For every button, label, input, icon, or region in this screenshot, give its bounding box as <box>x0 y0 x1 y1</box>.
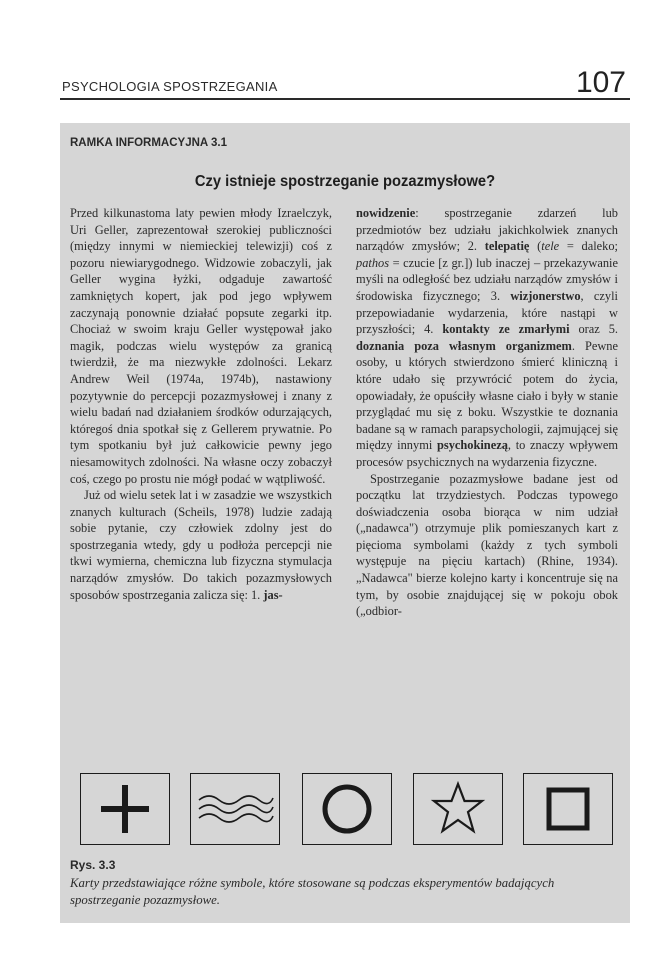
card-square <box>523 773 613 845</box>
card-star <box>413 773 503 845</box>
zener-cards <box>80 773 610 845</box>
circle-icon <box>317 779 377 839</box>
term-clairvoyance-end: nowidzenie <box>356 206 416 220</box>
text-run: . Pewne osoby, u których stwierdzono śmierć kliniczną i które udało się przywrócić potem do życia, opowiadały, że opuściły własne ciało i były w stanie przyglądać mu się z boku. Wszystkie te doznania badane są w ramach parapsychologii, zajmującej się między innymi <box>356 338 619 453</box>
term-contact-with-dead: kontakty ze zmarłymi <box>442 322 570 337</box>
plus-icon <box>95 779 155 839</box>
left-column <box>70 205 332 603</box>
right-paragraph-1 <box>356 205 618 471</box>
text-run: = daleko; <box>559 239 618 254</box>
text-run: , to znaczy wpływem procesów psychicznych na wydarzenia fizyczne. <box>356 438 618 469</box>
waves-icon <box>195 784 275 834</box>
left-paragraph-2 <box>70 487 332 603</box>
card-circle <box>302 773 392 845</box>
info-box <box>60 123 630 923</box>
left-paragraph-2-text: Już od wielu setek lat i w zasadzie we wszystkich znanych kulturach (Scheils, 1978) ludzie zadają sobie pytanie, czy człowiek zdolny jest do spostrzegania wtedy, gdy u podłoża percepcji nie tkwi wymierna, chemiczna lub fizyczna stymulacja narządów zmysłów. Do takich pozazmysłowych sposobów spostrzegania zalicza się: 1. <box>70 488 332 602</box>
left-paragraph-1: Przed kilkunastoma laty pewien młody Izraelczyk, Uri Geller, zaprezentował szerokiej publiczności (między innymi w niemieckiej telewizji) coś z pozoru niewiarygodnego. Widzowie zobaczyli, jak Geller wygina łyżki, odgaduje zawartość zamkniętych kopert, jak pod jego wpływem zaczynają ponownie działać popsute zegarki itp. Chociaż w swoim kraju Geller występował jako magik, podczas wielu występów za granicą twierdził, że ma niezwykłe zdolności. Lekarz Andrew Weil (1974a, 1974b), nastawiony pozytywnie do percepcji pozazmysłowej i znany z wielu badań nad działaniem środków odurzających, któregoś dnia spotkał się z Gellerem prywatnie. Po tym spotkaniu był już całkowicie pewny jego niesamowitych zdolności. Na własne oczy zobaczył coś, czego po prostu nie mógł podać w wątpliwość. <box>70 206 332 486</box>
right-paragraph-2: Spostrzeganie pozazmysłowe badane jest od początku lat trzydziestych. Podczas typowego doświadczenia osoba biorąca w nim udział („nadawca") otrzymuje plik pomieszanych kart z pięcioma symbolami (każdy z tych symboli występuje na pięciu kartach) (Rhine, 1934). „Nadawca" bierze kolejno karty i koncentruje się na tym, by osobie znajdującej się w pokoju obok („odbior- <box>356 471 618 619</box>
term-out-of-body: doznania poza własnym organizmem <box>356 338 572 353</box>
text-run: ( <box>529 239 542 254</box>
box-label: RAMKA INFORMACYJNA 3.1 <box>70 137 227 149</box>
term-precognition: wizjonerstwo <box>510 288 581 303</box>
page-number: 107 <box>575 66 626 99</box>
figure-label: Rys. 3.3 <box>70 858 116 872</box>
text-run: oraz 5. <box>569 322 619 337</box>
text-run: , czyli przepowiadanie wydarzenia, które nastąpi w przyszłości; 4. <box>356 288 618 337</box>
term-pathos: pathos <box>356 255 390 270</box>
term-psychokinesis: psychokinezą <box>436 438 508 453</box>
square-icon <box>538 779 598 839</box>
running-head <box>60 68 630 100</box>
figure-caption: Karty przedstawiające różne symbole, które stosowane są podczas eksperymentów badających spostrzeganie pozazmysłowe. <box>70 876 555 907</box>
star-icon <box>428 779 488 839</box>
text-run: = czucie [z gr.]) lub inaczej – przekazywanie myśli na odległość bez udziału narządów zmysłów i środowiska fizycznego; 3. <box>356 255 618 303</box>
term-tele: tele <box>541 239 560 254</box>
section-title: PSYCHOLOGIA SPOSTRZEGANIA <box>62 79 278 94</box>
right-column <box>356 205 618 620</box>
card-waves <box>190 773 280 845</box>
card-plus <box>80 773 170 845</box>
box-title: Czy istnieje spostrzeganie pozazmysłowe? <box>194 173 496 190</box>
term-telepathy: telepatię <box>484 239 530 254</box>
term-clairvoyance-start: jas- <box>263 587 283 602</box>
text-run: : spostrzeganie zdarzeń lub przedmiotów bez udziału jakichkolwiek znanych narządów zmysłów; 2. <box>356 206 618 254</box>
